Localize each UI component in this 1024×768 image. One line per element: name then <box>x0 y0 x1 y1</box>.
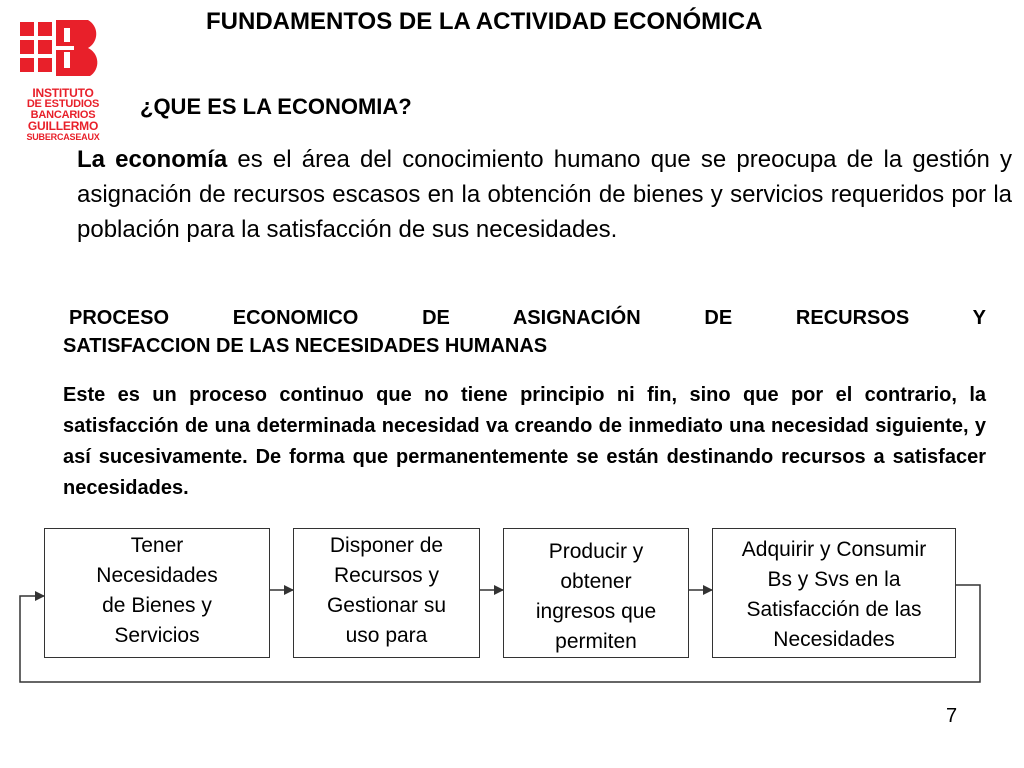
definition-paragraph <box>77 142 1012 247</box>
flow-step-4-label: Adquirir y Consumir Bs y Svs en la Satisfacción de las Necesidades <box>741 538 927 651</box>
logo-line-3: BANCARIOS <box>30 109 96 121</box>
flow-step-2-label: Disponer de Recursos y Gestionar su uso para <box>326 534 447 647</box>
flow-step-4 <box>712 528 956 658</box>
logo-line-2: DE ESTUDIOS <box>26 98 100 110</box>
definition-term: La economía <box>77 146 228 173</box>
logo-line-5: SUBERCASEAUX <box>26 132 100 142</box>
flow-step-1-label: Tener Necesidades de Bienes y Servicios <box>96 534 218 647</box>
process-title <box>63 304 986 360</box>
logo-line-1: INSTITUTO <box>32 86 94 100</box>
process-title-line-2: SATISFACCION DE LAS NECESIDADES HUMANAS <box>63 335 548 357</box>
process-description: Este es un proceso continuo que no tiene principio ni fin, sino que por el contrario, la satisfacción de una determinada necesidad va creando de inmediato una necesidad siguiente, y así sucesivamente. De forma que permanentemente se están destinando recursos a satisfacer necesidades. <box>63 384 986 499</box>
definition-text: es el área del conocimiento humano que se preocupa de la gestión y asignación de recursos escasos en la obtención de bienes y servicios requeridos por la población para la satisfacción de sus necesidades. <box>77 146 1012 243</box>
flow-step-3 <box>503 528 689 658</box>
flow-step-3-label: Producir y obtener ingresos que permiten <box>535 540 657 653</box>
logo-mark-icon <box>18 18 110 88</box>
process-title-line-1: PROCESO ECONOMICO DE ASIGNACIÓN DE RECURSOS Y <box>69 307 986 329</box>
logo-line-4: GUILLERMO <box>27 119 99 133</box>
page-title: FUNDAMENTOS DE LA ACTIVIDAD ECONÓMICA <box>206 8 763 35</box>
flow-step-2 <box>293 528 480 658</box>
flow-step-1 <box>44 528 270 658</box>
page-number: 7 <box>946 705 958 727</box>
section-question: ¿QUE ES LA ECONOMIA? <box>140 94 412 119</box>
